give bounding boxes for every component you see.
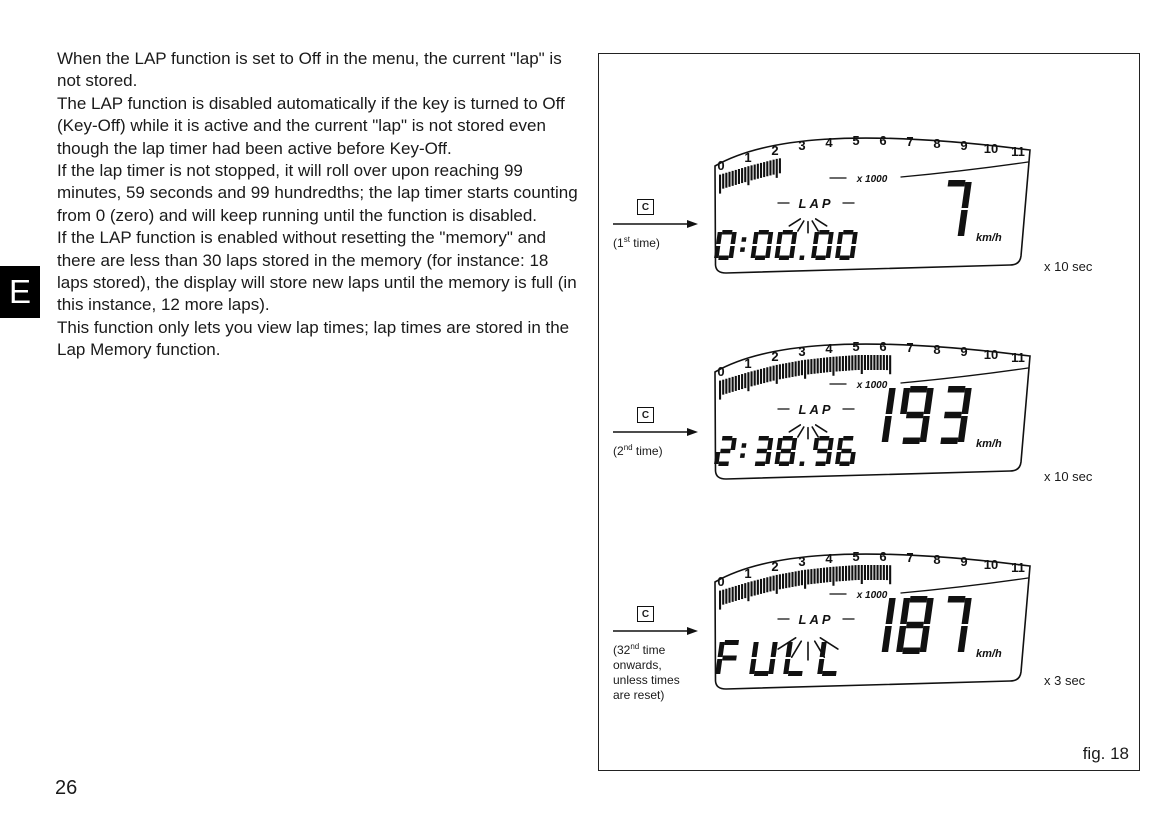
press-count-label: (32nd time onwards, unless times are reset) [613, 642, 680, 702]
display-duration-label-1: x 10 sec [1044, 259, 1093, 274]
tach-multiplier-label: x 1000 [856, 174, 888, 185]
svg-text:9: 9 [960, 554, 968, 569]
svg-text:6: 6 [879, 133, 887, 148]
button-press-callout-2 [613, 407, 705, 459]
lap-time-readout [714, 230, 858, 260]
body-paragraph: When the LAP function is set to Off in the menu, the current "lap" is not stored. [57, 49, 562, 91]
lap-indicator: LAP [798, 402, 834, 417]
svg-text:4: 4 [825, 341, 833, 356]
svg-text:11: 11 [1011, 144, 1025, 159]
svg-text:2: 2 [771, 559, 779, 574]
svg-text:8: 8 [933, 342, 941, 357]
press-count-label: (2nd time) [613, 443, 663, 458]
speed-zone-line [901, 162, 1028, 177]
lcd-outline [715, 344, 1030, 479]
svg-text:1: 1 [744, 566, 752, 581]
svg-text:0: 0 [717, 158, 725, 173]
svg-text:7: 7 [906, 550, 914, 565]
lcd-panel [704, 330, 1034, 490]
svg-text:3: 3 [798, 344, 806, 359]
speed-unit-label: km/h [976, 232, 1002, 244]
display-duration-label-2: x 10 sec [1044, 469, 1093, 484]
lcd-display-3 [704, 540, 1034, 700]
svg-text:3: 3 [798, 554, 806, 569]
speed-unit-label: km/h [976, 648, 1002, 660]
c-button-letter: C [641, 201, 650, 213]
arrow-right-icon [613, 218, 699, 230]
svg-text:0: 0 [717, 364, 725, 379]
svg-text:1: 1 [744, 150, 752, 165]
svg-text:8: 8 [933, 136, 941, 151]
speed-zone-line [901, 368, 1028, 383]
lap-indicator: LAP [798, 196, 834, 211]
c-button-letter: C [641, 409, 650, 421]
c-button-icon [637, 199, 654, 215]
lcd-display-1 [704, 124, 1034, 284]
speed-readout [881, 386, 972, 444]
body-paragraph: This function only lets you view lap times; lap times are stored in the Lap Memory function. [57, 317, 570, 360]
body-paragraph: If the LAP function is enabled without resetting the "memory" and there are less than 30 laps stored in the memory (for instance: 18 laps stored), the display will store new laps until the memory is full (in this instance, 12 more laps). [57, 228, 577, 315]
svg-text:3: 3 [798, 138, 806, 153]
svg-text:7: 7 [906, 134, 914, 149]
svg-text:0: 0 [717, 574, 725, 589]
speed-unit-label: km/h [976, 438, 1002, 450]
arrow-right-icon [613, 625, 699, 637]
body-paragraph: If the lap timer is not stopped, it will roll over upon reaching 99 minutes, 59 seconds and 99 hundredths; the lap timer starts counting from 0 (zero) and will keep running until the function is disabled. [57, 161, 578, 225]
c-button-icon [637, 407, 654, 423]
page-number: 26 [55, 777, 78, 799]
speed-readout [941, 180, 972, 236]
section-tab: E [0, 266, 40, 318]
c-button-letter: C [641, 608, 650, 620]
lcd-outline [715, 138, 1030, 273]
svg-text:10: 10 [983, 141, 999, 156]
lcd-panel [704, 124, 1034, 284]
body-text [57, 48, 583, 362]
button-press-callout-1 [613, 199, 705, 251]
svg-text:5: 5 [852, 133, 860, 148]
body-paragraph: The LAP function is disabled automatically if the key is turned to Off (Key-Off) while it is active and the current "lap" is not stored even though the lap timer had been active before Key-Off. [57, 93, 565, 158]
svg-text:1: 1 [744, 356, 752, 371]
lcd-outline [715, 554, 1030, 689]
lap-indicator: LAP [798, 612, 834, 627]
svg-text:2: 2 [771, 349, 779, 364]
svg-text:4: 4 [825, 551, 833, 566]
lap-time-readout [715, 640, 841, 676]
press-count-label: (1st time) [613, 235, 660, 250]
svg-text:5: 5 [852, 549, 860, 564]
speed-readout [881, 596, 972, 654]
button-press-callout-3 [613, 606, 705, 703]
arrow-right-icon [613, 426, 699, 438]
c-button-icon [637, 606, 654, 622]
lcd-display-2 [704, 330, 1034, 490]
svg-text:8: 8 [933, 552, 941, 567]
svg-text:11: 11 [1011, 560, 1025, 575]
svg-text:5: 5 [852, 339, 860, 354]
svg-text:6: 6 [879, 339, 887, 354]
svg-text:10: 10 [983, 347, 999, 362]
figure-caption: fig. 18 [1082, 744, 1129, 763]
svg-text:6: 6 [879, 549, 887, 564]
svg-text:11: 11 [1011, 350, 1025, 365]
svg-text:9: 9 [960, 344, 968, 359]
svg-text:10: 10 [983, 557, 999, 572]
svg-text:9: 9 [960, 138, 968, 153]
lap-time-readout [714, 436, 858, 466]
figure-box [598, 53, 1140, 771]
speed-zone-line [901, 578, 1028, 593]
lcd-panel [704, 540, 1034, 700]
svg-text:4: 4 [825, 135, 833, 150]
tach-multiplier-label: x 1000 [856, 380, 888, 391]
display-duration-label-3: x 3 sec [1044, 673, 1086, 688]
svg-text:2: 2 [771, 143, 779, 158]
svg-text:7: 7 [906, 340, 914, 355]
tach-multiplier-label: x 1000 [856, 590, 888, 601]
